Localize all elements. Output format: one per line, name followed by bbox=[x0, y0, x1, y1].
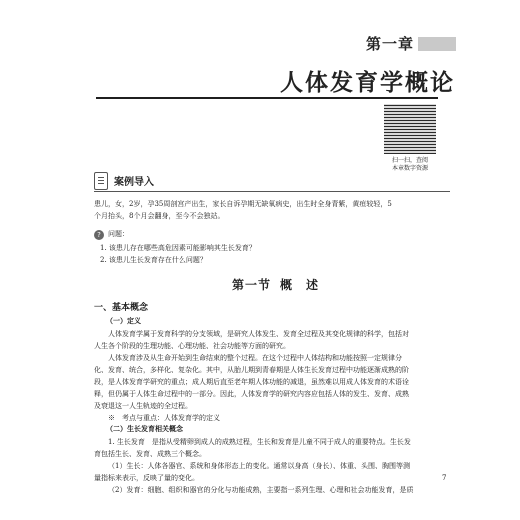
case-divider bbox=[94, 191, 450, 192]
case-title: 案例导入 bbox=[114, 177, 154, 188]
chapter-title: 人体发育学概论 bbox=[280, 70, 455, 96]
question-icon: ? bbox=[94, 230, 104, 240]
paragraph-line: 育包括生长、发育、成熟三个概念。 bbox=[94, 450, 206, 458]
chapter-tab-decoration bbox=[418, 37, 456, 51]
key-point-note: ※ 考点与重点：人体发育学的定义 bbox=[108, 414, 220, 422]
case-header bbox=[94, 170, 450, 192]
paragraph-line: 化、发育、统合，多样化、复杂化。其中，从胎儿期到青春期是人体生长发育过程中功能逐渐成熟的阶 bbox=[94, 366, 409, 374]
questions-label: 问题： bbox=[108, 230, 129, 238]
case-body-line: 患儿，女，2岁，孕35周剖宫产出生，家长自诉孕期无缺氧病史，出生时全身青紫，黄疸较轻，5 bbox=[94, 200, 392, 208]
document-icon bbox=[94, 172, 108, 190]
paragraph-line: 段，是人体发育学研究的重点；成人期后直至老年期人体功能的减退，虽然难以用成人体发育的术语诠 bbox=[94, 378, 409, 386]
paragraph-development bbox=[94, 352, 452, 412]
page-number: 7 bbox=[442, 474, 447, 482]
chapter-label: 第一章 bbox=[366, 35, 415, 53]
paragraph-line: 人生各个阶段的生理功能、心理功能、社会功能等方面的研究。 bbox=[94, 342, 290, 350]
paragraph-line: 及衰退这一人生轨迹的全过程。 bbox=[94, 402, 192, 410]
paragraph-line: （1）生长：人体各器官、系统和身体形态上的变化。通常以身高（身长）、体重、头围、胸围等测 bbox=[108, 462, 410, 470]
question-item: 1. 该患儿存在哪些高危因素可能影响其生长发育？ bbox=[100, 244, 256, 252]
paragraph-line: 释，但仍属于人体生命过程中的一部分。因此，人体发育学的研究内容应包括人体的发生、发育、成熟 bbox=[94, 390, 409, 398]
question-item: 2. 该患儿生长发育存在什么问题？ bbox=[100, 256, 207, 264]
paragraph-line: 人体发育涉及从生命开始到生命结束的整个过程。在这个过程中人体结构和功能按照一定规律分 bbox=[108, 354, 402, 362]
paragraph-growth bbox=[94, 436, 452, 496]
heading-basic-concepts: 一、基本概念 bbox=[94, 303, 149, 313]
paragraph-line: 人体发育学属于发育科学的分支领域，是研究人体发生、发育全过程及其变化规律的科学，包括对 bbox=[108, 330, 409, 338]
title-divider bbox=[96, 97, 438, 99]
case-body bbox=[94, 198, 450, 222]
case-body-line: 个月抬头，8个月会翻身，至今不会独站。 bbox=[94, 212, 225, 220]
paragraph-line: 1. 生长发育 是指从受精卵到成人的成熟过程，生长和发育是儿童不同于成人的重要特点。生长发 bbox=[108, 438, 411, 446]
paragraph-line: 量指标来表示，反映了量的变化。 bbox=[94, 474, 199, 482]
subheading-related-concepts: （二）生长发育相关概念 bbox=[106, 425, 183, 433]
section-name: 概 述 bbox=[280, 278, 320, 292]
qr-caption-line2: 本章数字资源 bbox=[391, 165, 428, 172]
qr-code-icon bbox=[384, 104, 436, 154]
paragraph-definition bbox=[94, 328, 452, 352]
section-number: 第一节 bbox=[232, 278, 272, 292]
qr-caption-line1: 扫一扫，查阅 bbox=[391, 157, 428, 164]
section-title bbox=[232, 276, 319, 293]
paragraph-line: （2）发育：细胞、组织和器官的分化与功能成熟，主要指一系列生理、心理和社会功能发育，是质 bbox=[108, 486, 414, 494]
subheading-definition: （一）定义 bbox=[106, 317, 141, 325]
